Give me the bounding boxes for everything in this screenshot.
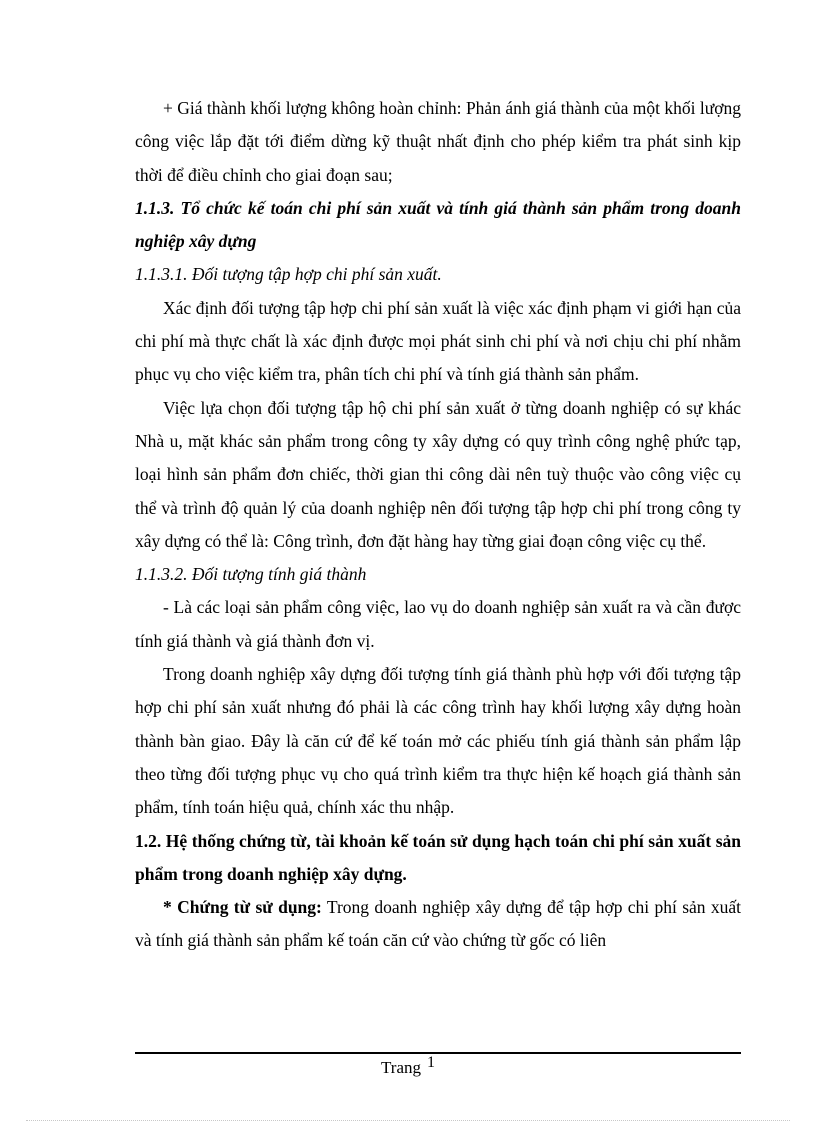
documents-used-label: * Chứng từ sử dụng: — [163, 897, 322, 918]
paragraph-incomplete-volume-cost: + Giá thành khối lượng không hoàn chỉnh: Phản ánh giá thành của một khối lượng công việc lắp đặt tới điểm dừng kỹ thuật nhất định cho phép kiểm tra phát sinh kịp thời để điều chỉnh cho giai đoạn sau; — [135, 98, 741, 185]
paragraph-costing-object-construction: Trong doanh nghiệp xây dựng đối tượng tính giá thành phù hợp với đối tượng tập hợp chi phí sản xuất nhưng đó phải là các công trình hay khối lượng xây dựng hoàn thành bàn giao. Đây là căn cứ để kế toán mở các phiếu tính giá thành sản phẩm lập theo từng đối tượng phục vụ cho quá trình kiểm tra thực hiện kế hoạch giá thành sản phẩm, tính toán hiệu quả, chính xác thu nhập. — [135, 664, 741, 818]
paragraph-cost-object-definition: Xác định đối tượng tập hợp chi phí sản xuất là việc xác định phạm vi giới hạn của chi phí mà thực chất là xác định được mọi phát sinh chi phí và nơi chịu chi phí nhằm phục vụ cho việc kiểm tra, phân tích chi phí và tính giá thành sản phẩm. — [135, 297, 741, 385]
page-number: 1 — [427, 1054, 435, 1071]
documents-used-text: Trong doanh nghiệp xây dựng để tập hợp chi phí sản xuất và tính giá thành sản phẩm kế toán căn cứ vào chứng từ gốc có liên — [135, 897, 741, 951]
paragraph-costing-object-definition: - Là các loại sản phẩm công việc, lao vụ do doanh nghiệp sản xuất ra và cần được tính giá thành và giá thành đơn vị. — [135, 597, 741, 651]
page-bottom-edge — [26, 1120, 790, 1121]
heading-1-2: 1.2. Hệ thống chứng từ, tài khoản kế toán sử dụng hạch toán chi phí sản xuất sản phẩm trong doanh nghiệp xây dựng. — [135, 830, 741, 884]
document-body — [135, 92, 741, 958]
heading-1-1-3-1: 1.1.3.1. Đối tượng tập hợp chi phí sản xuất. — [135, 264, 442, 285]
paragraph-cost-object-selection: Việc lựa chọn đối tượng tập hộ chi phí sản xuất ở từng doanh nghiệp có sự khác Nhà u, mặt khác sản phẩm trong công ty xây dựng có quy trình công nghệ phức tạp, loại hình sản phẩm đơn chiếc, thời gian thi công dài nên tuỳ thuộc vào công việc cụ thể và trình độ quản lý của doanh nghiệp nên đối tượng tập hợp chi phí trong công ty xây dựng có thể là: Công trình, đơn đặt hàng hay từng giai đoạn công việc cụ thể. — [135, 397, 741, 551]
page-footer — [0, 1056, 816, 1081]
paragraph-documents-used — [135, 891, 741, 958]
heading-1-1-3-2: 1.1.3.2. Đối tượng tính giá thành — [135, 564, 367, 585]
footer-label: Trang — [381, 1058, 421, 1077]
footer-divider — [135, 1052, 741, 1054]
heading-1-1-3: 1.1.3. Tổ chức kế toán chi phí sản xuất và tính giá thành sản phẩm trong doanh nghiệp xây dựng — [135, 197, 741, 252]
